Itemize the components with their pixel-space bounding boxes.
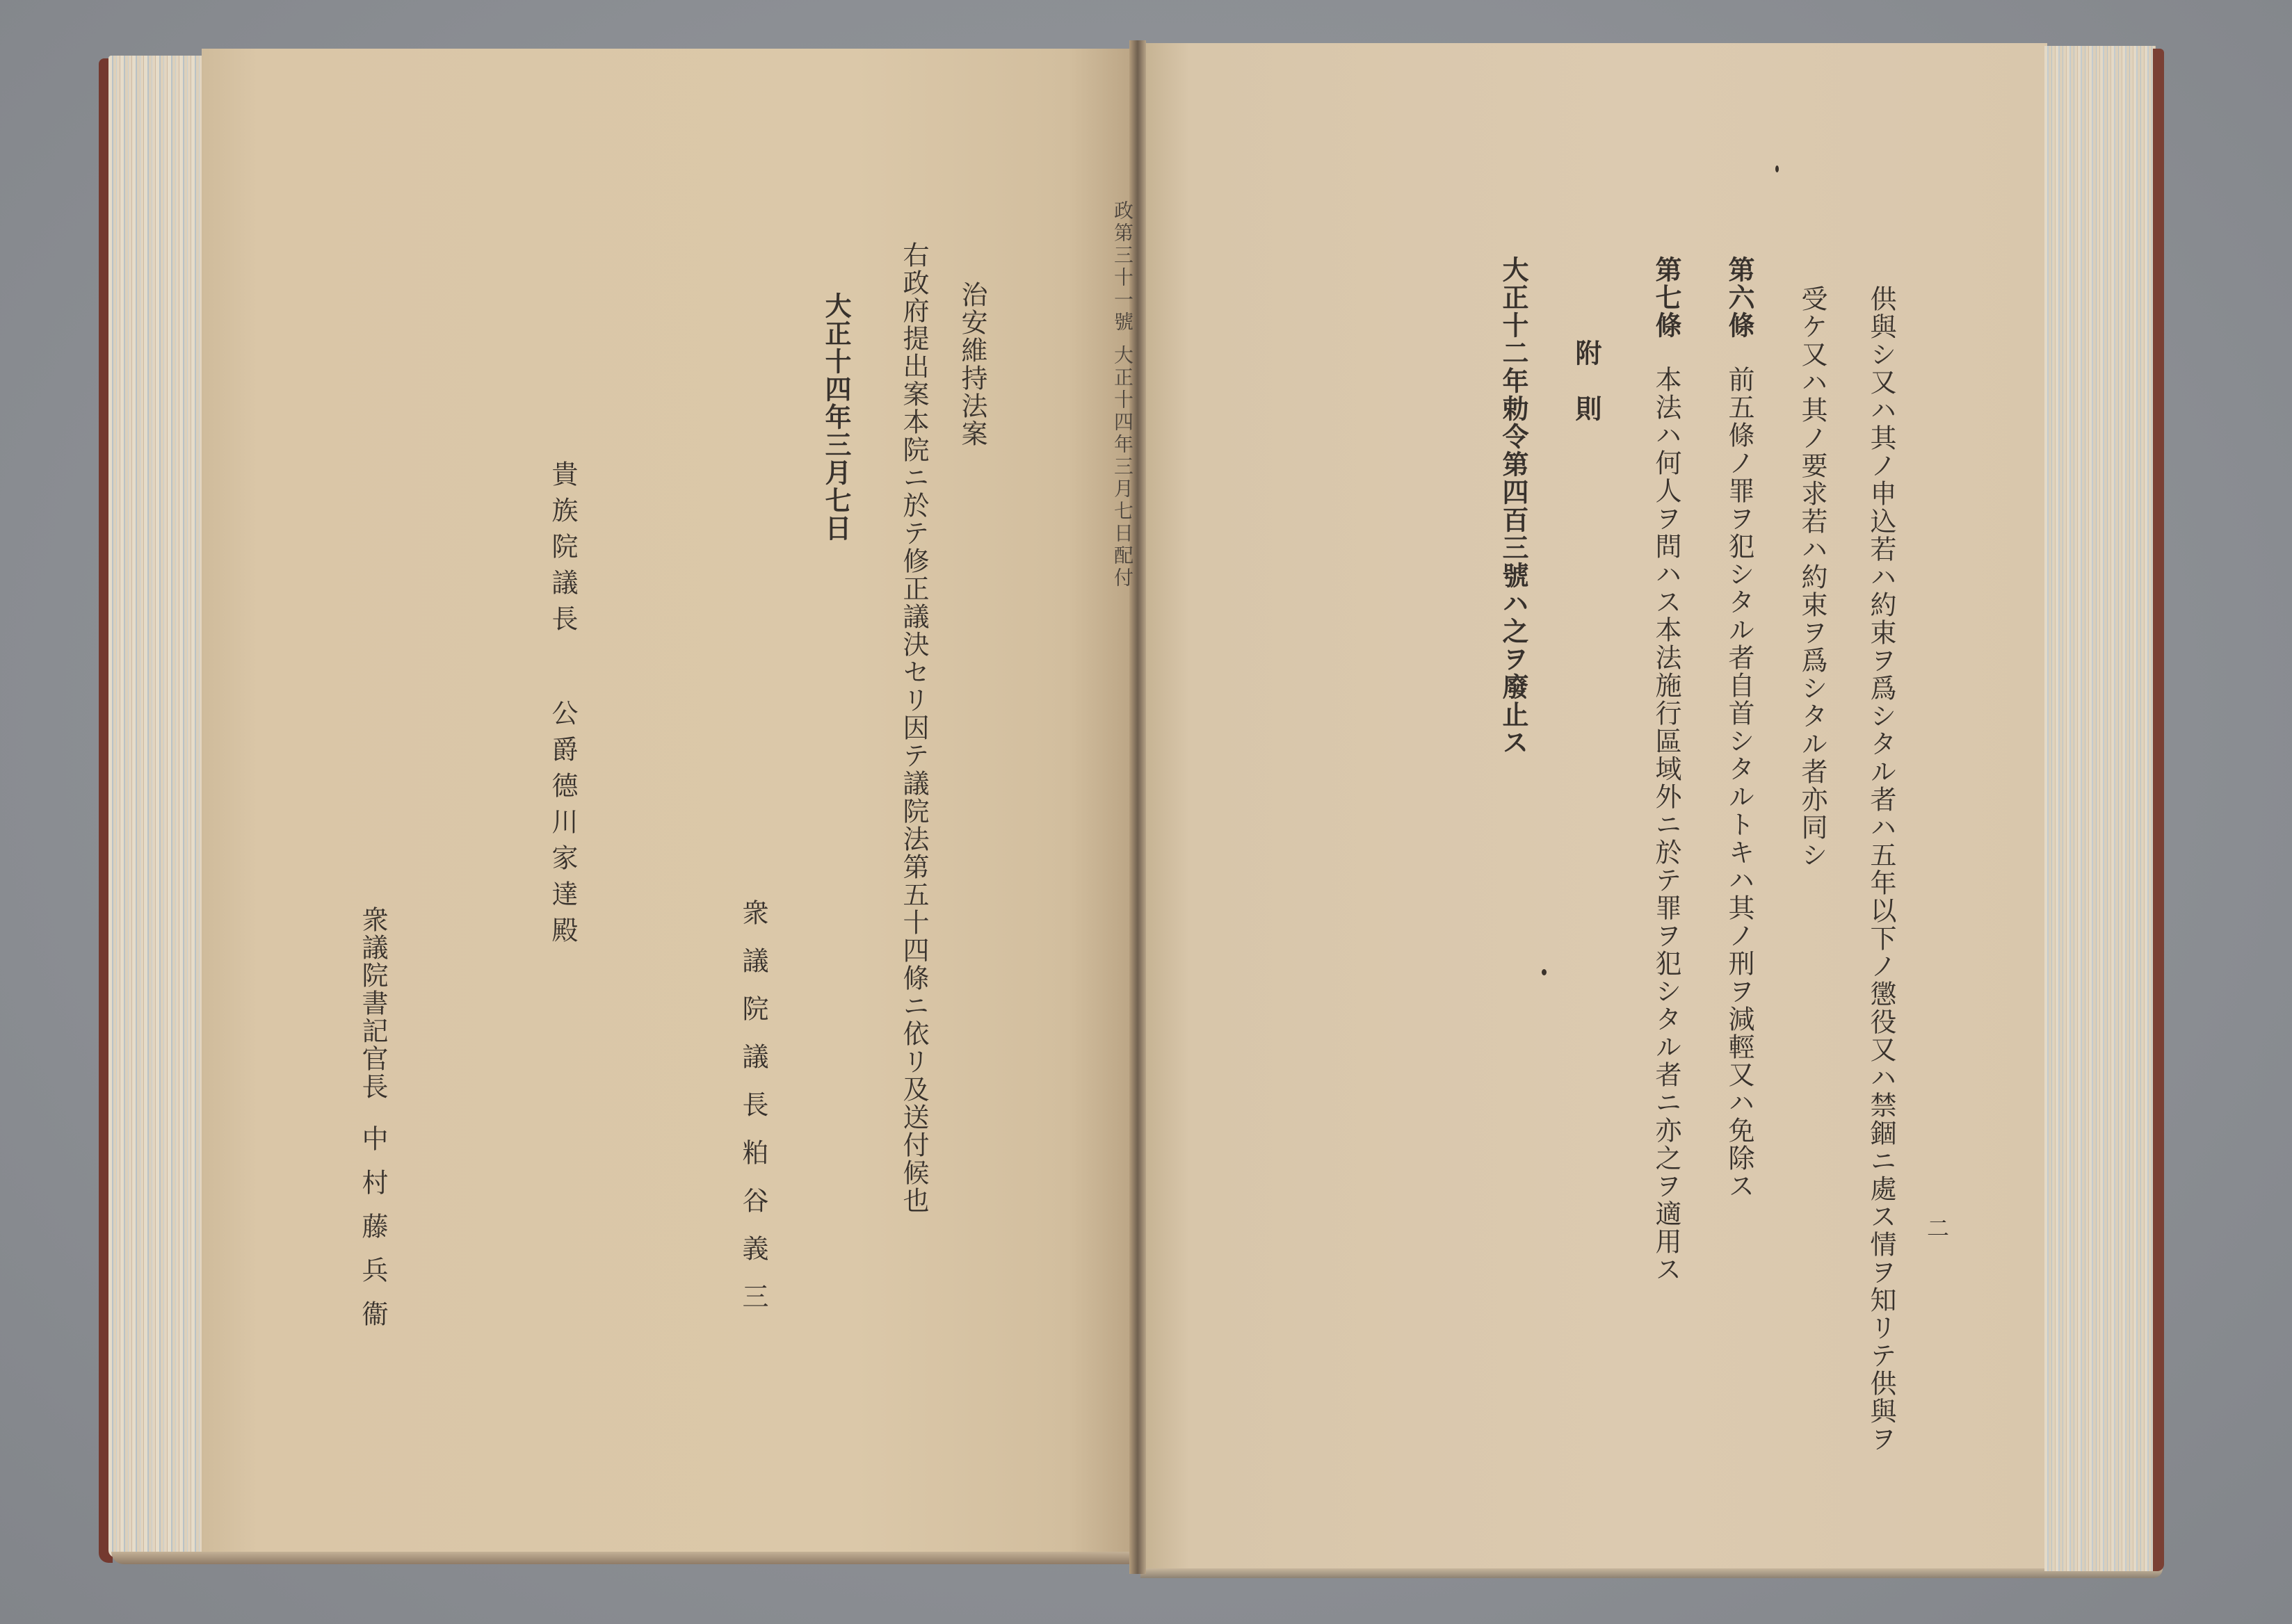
sender-signature: [740, 899, 766, 1331]
text-line: 受ケ又ハ其ノ要求若ハ約束ヲ爲シタル者亦同シ: [1797, 285, 1827, 869]
transmittal-text: 右政府提出案本院ニ於テ修正議決セリ因テ議院法第五十四條ニ依リ及送付候也: [898, 241, 929, 1215]
page-number: 二: [1923, 1217, 1950, 1240]
right-page: [1145, 43, 2047, 1570]
left-bottom-edge: [111, 1552, 1133, 1564]
clerk-name: 中村藤兵衞: [357, 1125, 388, 1344]
ink-speck: [1542, 969, 1547, 975]
left-page: [202, 49, 1133, 1553]
document-header: [1113, 200, 1132, 590]
recipient-line: [549, 460, 576, 952]
left-page-stack: [108, 56, 207, 1557]
distribution-date: 大正十四年三月七日配付: [1111, 345, 1134, 590]
article-6: [1724, 256, 1755, 1200]
supplementary-heading: 附 則: [1571, 339, 1602, 423]
right-cover-edge: [2153, 49, 2164, 1571]
right-page-stack: [2044, 46, 2156, 1571]
transmittal-date: 大正十四年三月七日: [821, 292, 852, 542]
sender-title: 衆議院議長: [738, 899, 768, 1139]
recipient-name: 公爵德川家達殿: [547, 699, 578, 952]
article-text: 本法ハ何人ヲ問ハス本法施行區域外ニ於テ罪ヲ犯シタル者ニ亦之ヲ適用ス: [1651, 366, 1681, 1283]
right-bottom-edge: [1140, 1568, 2163, 1578]
bill-number: 政第三十一號: [1111, 200, 1134, 334]
article-heading: 第七條: [1651, 256, 1682, 339]
text-line: 供與シ又ハ其ノ申込若ハ約束ヲ爲シタル者ハ五年以下ノ懲役又ハ禁錮ニ處ス情ヲ知リテ供與ヲ: [1866, 285, 1896, 1453]
ink-speck: [1775, 165, 1779, 172]
recipient-title: 貴族院議長: [547, 460, 578, 641]
article-text: 前五條ノ罪ヲ犯シタル者自首シタルトキハ其ノ刑ヲ減輕又ハ免除ス: [1724, 366, 1754, 1200]
bill-title: 治安維持法案: [957, 281, 987, 448]
clerk-signature: [357, 906, 388, 1344]
article-7: [1651, 256, 1682, 1283]
supplementary-text: 大正十二年勅令第四百三號ハ之ヲ廢止ス: [1498, 256, 1529, 756]
clerk-title: 衆議院書記官長: [357, 906, 388, 1101]
article-heading: 第六條: [1724, 256, 1755, 339]
sender-name: 粕谷義三: [738, 1139, 768, 1331]
